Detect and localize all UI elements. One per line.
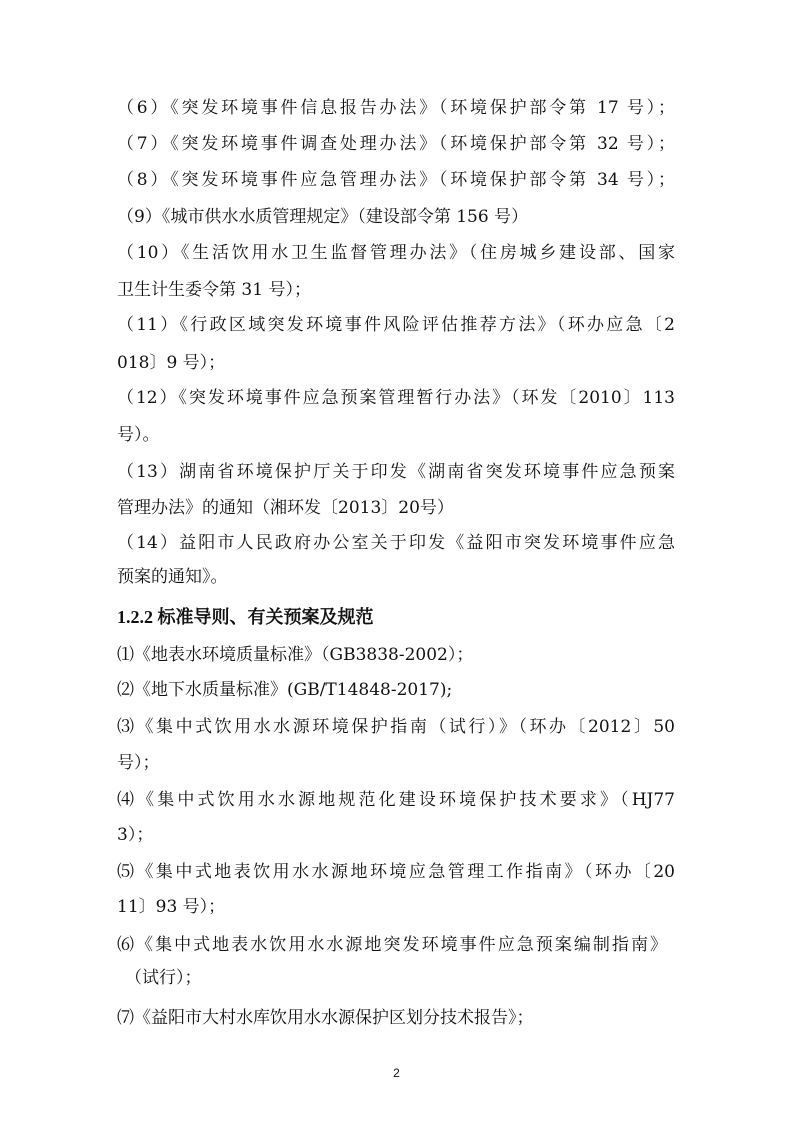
reference-item-10: （10）《生活饮用水卫生监督管理办法》（住房城乡建设部、国家 bbox=[117, 243, 675, 263]
reference-item-11: （11）《行政区域突发环境事件风险评估推荐方法》（环办应急〔2 bbox=[117, 315, 675, 335]
section-heading: 1.2.2 标准导则、有关预案及规范 bbox=[117, 607, 374, 627]
reference-item-13-cont: 管理办法》的通知（湘环发〔2013〕20号） bbox=[117, 498, 454, 518]
standard-item-3: ⑶《集中式饮用水水源环境保护指南（试行）》（环办〔2012〕50 bbox=[117, 717, 675, 737]
reference-item-10-cont: 卫生计生委令第 31 号）； bbox=[117, 280, 311, 300]
reference-item-6: （6）《突发环境事件信息报告办法》（环境保护部令第 17 号）； bbox=[117, 98, 675, 118]
standard-item-6: ⑹《集中式地表水饮用水水源地突发环境事件应急预案编制指南》 bbox=[117, 935, 667, 955]
standard-item-5: ⑸《集中式地表饮用水水源地环境应急管理工作指南》（环办〔20 bbox=[117, 862, 675, 882]
reference-item-9: （9）《城市供水水质管理规定》（建设部令第 156 号） bbox=[117, 207, 529, 227]
standard-item-4: ⑷《集中式饮用水水源地规范化建设环境保护技术要求》（HJ77 bbox=[117, 790, 675, 810]
reference-item-11-cont: 018〕9 号）； bbox=[117, 353, 226, 373]
standard-item-6-cont: （试行）； bbox=[125, 968, 202, 988]
reference-item-12-cont: 号）。 bbox=[117, 425, 160, 445]
standard-item-2: ⑵《地下水质量标准》(GB/T14848-2017); bbox=[117, 680, 453, 700]
reference-item-14-cont: 预案的通知》。 bbox=[117, 567, 228, 587]
reference-item-14: （14）益阳市人民政府办公室关于印发《益阳市突发环境事件应急 bbox=[117, 533, 675, 553]
reference-item-13: （13）湖南省环境保护厅关于印发《湖南省突发环境事件应急预案 bbox=[117, 462, 675, 482]
page-number: 2 bbox=[393, 1066, 400, 1080]
standard-item-5-cont: 11〕93 号）； bbox=[117, 897, 226, 917]
standard-item-7: ⑺《益阳市大村水库饮用水水源保护区划分技术报告》； bbox=[117, 1008, 534, 1028]
reference-item-12: （12）《突发环境事件应急预案管理暂行办法》（环发〔2010〕113 bbox=[117, 388, 675, 408]
standard-item-3-cont: 号）； bbox=[117, 753, 160, 773]
standard-item-4-cont: 3）； bbox=[117, 825, 154, 845]
standard-item-1: ⑴《地表水环境质量标准》（GB3838-2002）； bbox=[117, 645, 474, 665]
reference-item-7: （7）《突发环境事件调查处理办法》（环境保护部令第 32 号）； bbox=[117, 134, 675, 154]
reference-item-8: （8）《突发环境事件应急管理办法》（环境保护部令第 34 号）； bbox=[117, 170, 675, 190]
